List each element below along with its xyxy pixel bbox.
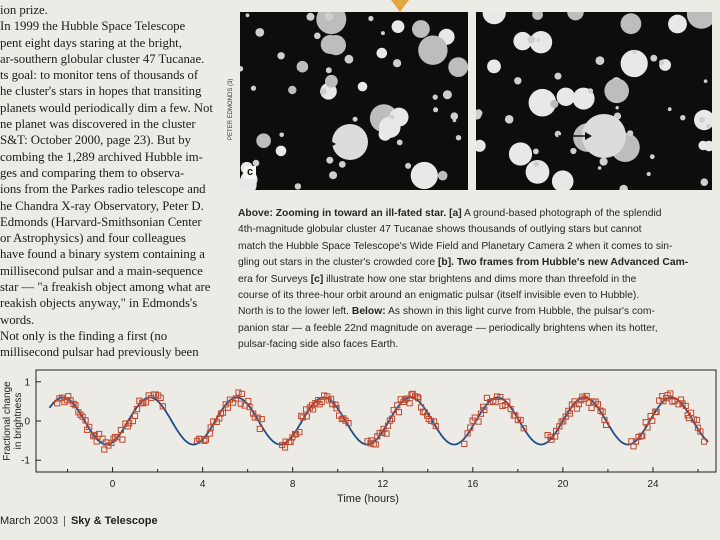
caption-run: era for Surveys <box>238 273 311 285</box>
footer-magazine: Sky & Telescope <box>70 515 158 527</box>
article-line: millisecond pulsar and a main-sequence <box>0 263 203 278</box>
faint-star <box>596 56 605 65</box>
data-point <box>238 401 243 406</box>
faint-star <box>433 107 438 112</box>
star-field-b <box>240 12 468 190</box>
faint-star <box>527 36 535 44</box>
data-point <box>589 405 594 410</box>
article-line: In 1999 the Hubble Space Telescope <box>0 19 186 34</box>
faint-star <box>632 50 636 54</box>
footer-date: March 2003 <box>0 515 59 527</box>
star <box>325 75 338 88</box>
companion-star <box>332 124 368 160</box>
article-line: planets would periodically dim a few. Not <box>0 100 213 115</box>
faint-star <box>650 55 657 62</box>
caption-run: pulsar-facing side also faces Earth. <box>238 339 399 351</box>
light-curve-chart <box>0 364 720 510</box>
star <box>487 60 501 74</box>
x-tick-label: 4 <box>199 479 206 490</box>
star <box>377 48 388 59</box>
faint-star <box>325 12 334 21</box>
data-point <box>120 437 125 442</box>
faint-star <box>246 13 250 17</box>
star <box>297 61 309 73</box>
caption-run: A ground-based photograph of the splendid <box>461 208 662 219</box>
data-point <box>462 441 467 446</box>
star <box>557 88 575 106</box>
article-line: S&T: October 2000, page 23). But by <box>0 133 191 148</box>
star <box>392 20 405 33</box>
star <box>604 79 629 104</box>
panel-label-c: c <box>244 166 256 179</box>
faint-star <box>453 119 457 123</box>
figure-caption <box>238 206 712 354</box>
faint-star <box>570 148 576 154</box>
faint-star <box>699 117 705 123</box>
faint-star <box>433 95 438 100</box>
star <box>326 35 346 55</box>
x-axis-label: Time (hours) <box>337 493 399 505</box>
caption-bold-run: [b]. Two frames from Hubble's new Advanced Cam- <box>438 257 689 269</box>
article-line: ion prize. <box>0 3 48 17</box>
faint-star <box>659 60 664 65</box>
star <box>509 142 532 165</box>
faint-star <box>368 16 373 21</box>
faint-star <box>314 33 321 40</box>
star <box>621 50 648 77</box>
faint-star <box>255 28 264 37</box>
y-tick-label: 0 <box>24 416 30 428</box>
faint-star <box>251 86 256 91</box>
caption-run: panion star — a feeble 22nd magnitude on average — periodically brightens when its hotter, <box>238 322 658 334</box>
caption-line <box>238 272 712 288</box>
caption-run: gling out stars in the cluster's crowded core <box>238 257 438 269</box>
faint-star <box>345 55 354 64</box>
faint-star <box>650 154 655 159</box>
caption-line <box>238 321 712 337</box>
caption-line <box>238 304 712 320</box>
y-axis-label: in brightness <box>13 392 24 450</box>
star <box>448 57 468 77</box>
faint-star <box>598 166 602 170</box>
x-tick-label: 8 <box>289 479 296 490</box>
star <box>412 20 430 38</box>
faint-star <box>600 158 608 166</box>
star <box>438 171 448 181</box>
star <box>418 36 447 65</box>
faint-star <box>339 161 346 168</box>
article-line: words. <box>0 312 35 327</box>
article-line: Edmonds (Harvard-Smithsonian Center <box>0 214 202 229</box>
article-line: pent eight days staring at the bright, <box>0 35 182 50</box>
article-line: ions from the Parkes radio telescope and <box>0 182 206 197</box>
faint-star <box>393 59 401 67</box>
faint-star <box>329 171 337 179</box>
caption-run: illustrate how one star brightens and dims more than threefold in the <box>323 273 637 285</box>
faint-star <box>326 67 332 73</box>
caption-line <box>238 239 712 255</box>
article-line: ar-southern globular cluster 47 Tucanae. <box>0 51 205 66</box>
caption-run: 4th-magnitude globular cluster 47 Tucanae shows thousands of outlying stars but cannot <box>238 224 642 236</box>
faint-star <box>706 124 711 129</box>
faint-star <box>443 90 452 99</box>
caption-bold-run: [c] <box>310 273 324 285</box>
faint-star <box>627 130 633 136</box>
photo-panel-b <box>240 12 468 190</box>
x-tick-label: 24 <box>647 479 659 490</box>
data-point <box>259 417 264 422</box>
faint-star <box>307 13 315 21</box>
light-curve-svg <box>0 364 720 510</box>
faint-star <box>537 38 540 41</box>
star <box>358 82 368 92</box>
article-line: ges and comparing them to observa- <box>0 165 185 180</box>
y-tick-label: 1 <box>24 377 30 389</box>
faint-star <box>704 79 708 83</box>
data-point <box>396 410 401 415</box>
faint-star <box>533 149 539 155</box>
star <box>668 15 687 34</box>
article-line: star — "a freakish object among what are <box>0 280 211 295</box>
x-tick-label: 16 <box>467 479 479 490</box>
faint-star <box>295 183 301 189</box>
data-point <box>239 391 244 396</box>
faint-star <box>397 140 403 146</box>
faint-star <box>277 52 284 59</box>
caption-bold-run: Above: Zooming in toward an ill-fated star. [a] <box>238 208 462 219</box>
article-line: or Astrophysics) and four colleagues <box>0 231 186 246</box>
caption-line <box>238 337 712 353</box>
caption-line <box>238 255 712 271</box>
photo-panel-c <box>476 12 712 190</box>
y-tick-label: -1 <box>21 455 30 467</box>
caption-line <box>238 206 712 222</box>
faint-star <box>616 106 619 109</box>
x-tick-label: 0 <box>109 479 116 490</box>
faint-star <box>381 31 385 35</box>
faint-star <box>555 73 562 80</box>
faint-star <box>405 163 411 169</box>
y-axis-label: Fractional change <box>2 381 13 461</box>
caption-run: course of its three-hour orbit around an enigmatic pulsar (itself invisible even to Hubble). <box>238 289 640 301</box>
caption-run: As shown in this light curve from Hubble, the pulsar's com- <box>385 306 655 318</box>
star <box>276 146 287 157</box>
footer-separator: | <box>63 515 66 527</box>
faint-star <box>456 135 461 140</box>
faint-star <box>680 115 685 120</box>
caption-line <box>238 288 712 304</box>
star <box>621 13 642 34</box>
faint-star <box>505 115 514 124</box>
plot-frame <box>36 370 716 472</box>
faint-star <box>390 115 394 119</box>
article-line: millisecond pulsar had previously been <box>0 345 199 360</box>
data-point <box>236 390 241 395</box>
faint-star <box>320 88 327 95</box>
page-footer <box>0 512 300 530</box>
article-line: Not only is the finding a first (no <box>0 328 168 343</box>
star <box>411 162 438 189</box>
star-field-c <box>476 12 712 190</box>
caption-line <box>238 222 712 238</box>
faint-star <box>514 77 521 84</box>
caption-run: match the Hubble Space Telescope's Wide Field and Planetary Camera 2 when it comes to sin- <box>238 240 673 252</box>
photo-pointer-triangle <box>391 0 409 12</box>
star <box>256 133 271 148</box>
article-line: have found a binary system containing a <box>0 247 205 262</box>
x-tick-label: 12 <box>377 479 389 490</box>
faint-star <box>534 161 540 167</box>
article-line: he cluster's stars in hopes that transiting <box>0 84 202 99</box>
faint-star <box>647 172 651 176</box>
article-line: he Chandra X-ray Observatory, Peter D. <box>0 198 204 213</box>
star <box>379 117 400 138</box>
article-line: ne planet was discovered in the cluster <box>0 117 196 132</box>
faint-star <box>701 178 709 186</box>
star <box>550 100 558 108</box>
star <box>288 86 296 94</box>
caption-run: North is to the lower left. <box>238 306 352 318</box>
faint-star <box>326 157 333 164</box>
x-tick-label: 20 <box>557 479 569 490</box>
faint-star <box>353 117 358 122</box>
article-line: reakish objects anyway," in Edmonds's <box>0 296 198 311</box>
faint-star <box>279 133 284 138</box>
caption-bold-run: Below: <box>351 306 386 318</box>
faint-star <box>588 88 593 93</box>
article-line: ts goal: to monitor tens of thousands of <box>0 68 199 83</box>
article-line: combing the 1,289 archived Hubble im- <box>0 149 203 164</box>
faint-star <box>668 107 672 111</box>
photo-credit: PETER EDMONDS (3) <box>228 78 234 140</box>
